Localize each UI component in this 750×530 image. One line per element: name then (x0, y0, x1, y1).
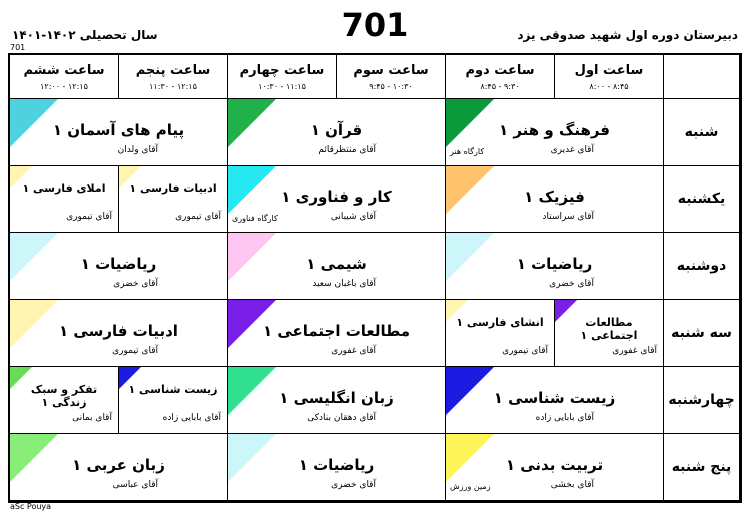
subject-name: شیمی ۱ (306, 255, 367, 273)
lesson-cell[interactable] (10, 434, 228, 501)
teacher-name: آقای تیموری (502, 346, 548, 356)
subject-name: تفکر و سبک زندگی ۱ (30, 383, 98, 409)
day-name: پنج شنبه (671, 459, 732, 475)
teacher-name: آقای غدیری (550, 145, 594, 155)
lesson-cell[interactable] (446, 166, 664, 233)
lesson-cell[interactable] (228, 233, 446, 300)
period-name: ساعت اول (574, 63, 644, 78)
period-name: ساعت دوم (465, 63, 535, 78)
lesson-cell[interactable] (555, 300, 664, 367)
teacher-name: آقای باغبان سعید (312, 279, 376, 289)
lesson-cell[interactable] (10, 99, 228, 166)
lesson-cell[interactable] (10, 367, 119, 434)
teacher-name: آقای غفوری (612, 346, 657, 356)
subject-name: زیست شناسی ۱ (493, 389, 616, 407)
day-name: شنبه (684, 124, 719, 140)
subject-name: زبان عربی ۱ (72, 456, 165, 474)
lesson-cell[interactable] (10, 166, 119, 233)
subject-name: تربیت بدنی ۱ (505, 456, 604, 474)
lesson-cell[interactable] (446, 233, 664, 300)
day-name: دوشنبه (676, 258, 727, 274)
lesson-cell[interactable] (446, 300, 555, 367)
school-name: دبیرستان دوره اول شهید صدوقی یزد (517, 28, 738, 42)
timetable-grid (8, 53, 742, 503)
lesson-cell[interactable] (228, 434, 446, 501)
period-header (555, 55, 664, 99)
period-name: ساعت ششم (23, 63, 105, 78)
day-label (664, 300, 740, 367)
subject-name: مطالعات اجتماعی ۱ (580, 316, 638, 342)
day-label (664, 233, 740, 300)
academic-year: سال تحصیلی ۱۴۰۲-۱۴۰۱ (12, 28, 158, 42)
lesson-cell[interactable] (228, 367, 446, 434)
room-name: زمین ورزش (450, 482, 491, 491)
day-name: سه شنبه (671, 325, 732, 341)
teacher-name: آقای غفوری (331, 346, 376, 356)
teacher-name: آقای ولدان (117, 145, 158, 155)
class-code: 701 (341, 6, 409, 44)
teacher-name: آقای خضری (113, 279, 158, 289)
period-name: ساعت پنجم (135, 63, 211, 78)
subject-name: قرآن ۱ (310, 121, 363, 139)
teacher-name: آقای خضری (331, 480, 376, 490)
lesson-cell[interactable] (228, 166, 446, 233)
lesson-cell[interactable] (228, 300, 446, 367)
period-header (337, 55, 446, 99)
subject-name: انشای فارسی ۱ (456, 316, 544, 329)
period-name: ساعت سوم (353, 63, 429, 78)
teacher-name: آقای دهقان بنادکی (307, 413, 376, 423)
teacher-name: آقای بمانی (72, 413, 112, 423)
lesson-cell[interactable] (119, 367, 228, 434)
lesson-cell[interactable] (10, 233, 228, 300)
teacher-name: آقای منتظرقائم (318, 145, 376, 155)
lesson-cell[interactable] (446, 434, 664, 501)
subject-name: ادبیات فارسی ۱ (59, 322, 178, 340)
subject-name: ریاضیات ۱ (80, 255, 157, 273)
subject-name: فرهنگ و هنر ۱ (498, 121, 611, 139)
lesson-cell[interactable] (228, 99, 446, 166)
footer-credit: aSc Pouya (10, 502, 52, 511)
teacher-name: آقای عباسی (112, 480, 158, 490)
subject-name: پیام های آسمان ۱ (52, 121, 185, 139)
subject-name: زیست شناسی ۱ (128, 383, 218, 396)
period-time: ۱۱:۳۰ - ۱۲:۱۵ (149, 82, 197, 91)
room-name: کارگاه هنر (450, 147, 485, 156)
subject-name: ادبیات فارسی ۱ (129, 182, 217, 195)
subject-name: ریاضیات ۱ (516, 255, 593, 273)
day-name: چهارشنبه (668, 392, 735, 408)
subject-name: مطالعات اجتماعی ۱ (262, 322, 411, 340)
lesson-cell[interactable] (119, 166, 228, 233)
corner-cell (664, 55, 740, 99)
period-header (228, 55, 337, 99)
period-time: ۱۰:۳۰ - ۱۱:۱۵ (258, 82, 306, 91)
day-label (664, 434, 740, 501)
day-label (664, 166, 740, 233)
day-label (664, 367, 740, 434)
subject-name: فیزیک ۱ (524, 188, 585, 206)
day-label (664, 99, 740, 166)
period-time: ۱۲:۰۰ - ۱۲:۱۵ (40, 82, 88, 91)
period-name: ساعت چهارم (239, 63, 325, 78)
day-name: یکشنبه (677, 191, 726, 207)
period-header (10, 55, 119, 99)
room-name: کارگاه فناوری (232, 214, 278, 223)
period-time: ۸:۰۰ - ۸:۴۵ (589, 82, 629, 91)
teacher-name: آقای بابایی زاده (535, 413, 594, 423)
teacher-name: آقای سراستاد (542, 212, 594, 222)
subject-name: کار و فناوری ۱ (281, 188, 392, 206)
lesson-cell[interactable] (10, 300, 228, 367)
subject-name: ریاضیات ۱ (298, 456, 375, 474)
teacher-name: آقای تیموری (175, 212, 221, 222)
period-header (446, 55, 555, 99)
teacher-name: آقای خضری (549, 279, 594, 289)
teacher-name: آقای بابایی زاده (162, 413, 221, 423)
teacher-name: آقای بخشی (550, 480, 594, 490)
teacher-name: آقای تیموری (66, 212, 112, 222)
period-time: ۸:۴۵ - ۹:۳۰ (480, 82, 520, 91)
subject-name: املای فارسی ۱ (22, 182, 106, 195)
teacher-name: آقای شیبانی (330, 212, 376, 222)
subject-name: زبان انگلیسی ۱ (279, 389, 394, 407)
lesson-cell[interactable] (446, 367, 664, 434)
teacher-name: آقای تیموری (112, 346, 158, 356)
class-code-small: 701 (10, 43, 26, 52)
period-time: ۹:۴۵ - ۱۰:۳۰ (369, 82, 413, 91)
period-header (119, 55, 228, 99)
lesson-cell[interactable] (446, 99, 664, 166)
